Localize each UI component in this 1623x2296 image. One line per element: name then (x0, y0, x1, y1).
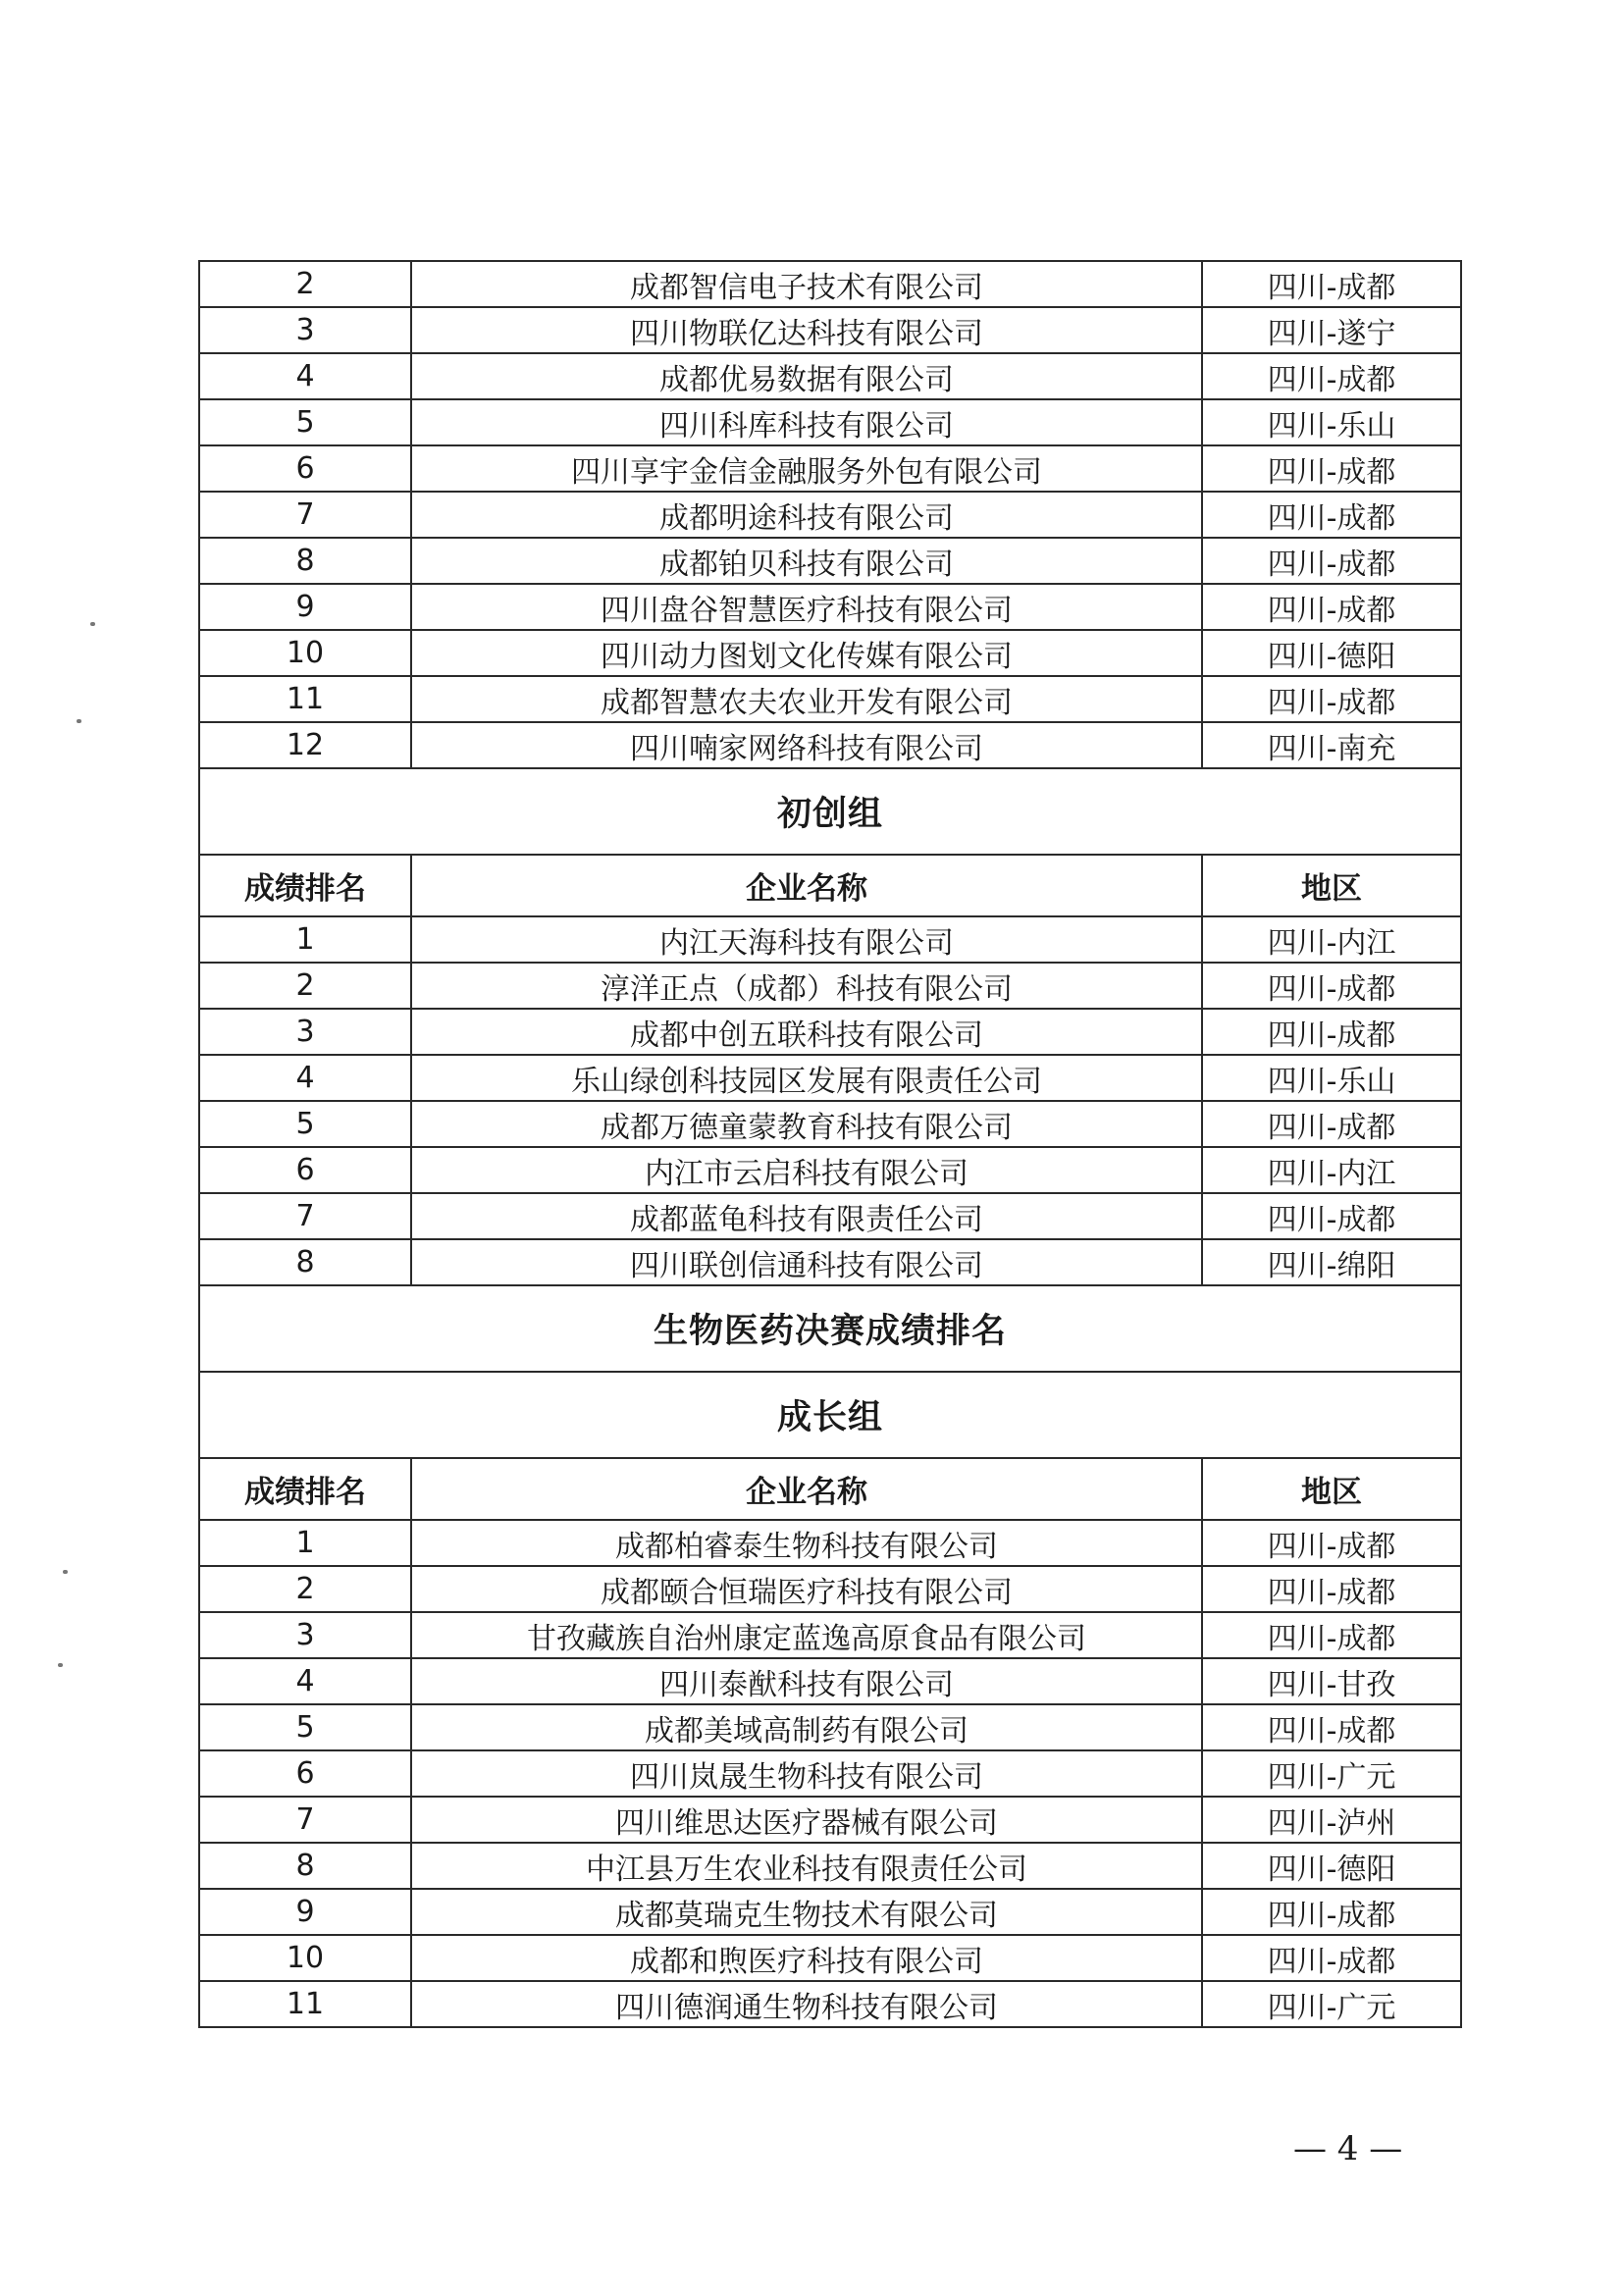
rank-cell: 8 (199, 1239, 411, 1285)
region-cell: 四川-成都 (1202, 492, 1461, 538)
table-row (199, 916, 1461, 963)
rank-cell: 8 (199, 538, 411, 584)
region-cell: 四川-德阳 (1202, 630, 1461, 676)
rank-cell: 7 (199, 1193, 411, 1239)
company-name-cell: 四川盘谷智慧医疗科技有限公司 (411, 584, 1202, 630)
scan-speck (58, 1663, 63, 1667)
rank-cell: 11 (199, 1981, 411, 2027)
section-title-row (199, 1372, 1461, 1458)
rank-cell: 8 (199, 1843, 411, 1889)
company-name-cell: 四川动力图划文化传媒有限公司 (411, 630, 1202, 676)
company-name-cell: 成都和煦医疗科技有限公司 (411, 1935, 1202, 1981)
company-name-cell: 成都莫瑞克生物技术有限公司 (411, 1889, 1202, 1935)
company-name-cell: 四川联创信通科技有限公司 (411, 1239, 1202, 1285)
rank-cell: 3 (199, 307, 411, 353)
scan-speck (77, 719, 81, 723)
table-row (199, 1239, 1461, 1285)
table-row (199, 1843, 1461, 1889)
table-row (199, 307, 1461, 353)
rank-cell: 5 (199, 1101, 411, 1147)
company-name-cell: 成都颐合恒瑞医疗科技有限公司 (411, 1566, 1202, 1612)
rank-cell: 2 (199, 1566, 411, 1612)
table-row (199, 1009, 1461, 1055)
company-name-cell: 甘孜藏族自治州康定蓝逸高原食品有限公司 (411, 1612, 1202, 1658)
company-name-cell: 成都明途科技有限公司 (411, 492, 1202, 538)
table-row (199, 1147, 1461, 1193)
rank-cell: 7 (199, 1797, 411, 1843)
region-cell: 四川-成都 (1202, 1101, 1461, 1147)
rank-cell: 1 (199, 916, 411, 963)
region-cell: 四川-广元 (1202, 1750, 1461, 1797)
header-region-cell: 地区 (1202, 1458, 1461, 1520)
rank-cell: 7 (199, 492, 411, 538)
table-row (199, 1101, 1461, 1147)
rank-cell: 6 (199, 1750, 411, 1797)
table-header-row (199, 1458, 1461, 1520)
region-cell: 四川-成都 (1202, 538, 1461, 584)
header-rank-cell: 成绩排名 (199, 855, 411, 916)
company-name-cell: 成都智慧农夫农业开发有限公司 (411, 676, 1202, 722)
rank-cell: 3 (199, 1009, 411, 1055)
rank-cell: 4 (199, 1055, 411, 1101)
header-rank-cell: 成绩排名 (199, 1458, 411, 1520)
table-row (199, 1658, 1461, 1704)
rank-cell: 11 (199, 676, 411, 722)
region-cell: 四川-乐山 (1202, 399, 1461, 445)
region-cell: 四川-南充 (1202, 722, 1461, 768)
table-header-row (199, 855, 1461, 916)
table-row (199, 353, 1461, 399)
company-name-cell: 四川享宇金信金融服务外包有限公司 (411, 445, 1202, 492)
company-name-cell: 中江县万生农业科技有限责任公司 (411, 1843, 1202, 1889)
rank-cell: 4 (199, 353, 411, 399)
page-number: — 4 — (1293, 2129, 1403, 2168)
table-row (199, 1566, 1461, 1612)
region-cell: 四川-绵阳 (1202, 1239, 1461, 1285)
table-row (199, 1704, 1461, 1750)
region-cell: 四川-乐山 (1202, 1055, 1461, 1101)
table-row (199, 584, 1461, 630)
header-company-name-cell: 企业名称 (411, 855, 1202, 916)
table-row (199, 1520, 1461, 1566)
header-company-name-cell: 企业名称 (411, 1458, 1202, 1520)
region-cell: 四川-成都 (1202, 1704, 1461, 1750)
company-name-cell: 四川岚晟生物科技有限公司 (411, 1750, 1202, 1797)
rank-cell: 10 (199, 1935, 411, 1981)
company-name-cell: 乐山绿创科技园区发展有限责任公司 (411, 1055, 1202, 1101)
rank-cell: 5 (199, 399, 411, 445)
region-cell: 四川-成都 (1202, 676, 1461, 722)
table-row (199, 963, 1461, 1009)
table-row (199, 1612, 1461, 1658)
region-cell: 四川-甘孜 (1202, 1658, 1461, 1704)
table-row (199, 722, 1461, 768)
scan-speck (90, 622, 95, 626)
header-region-cell: 地区 (1202, 855, 1461, 916)
table-row (199, 630, 1461, 676)
company-name-cell: 成都优易数据有限公司 (411, 353, 1202, 399)
company-name-cell: 成都铂贝科技有限公司 (411, 538, 1202, 584)
table-row (199, 1935, 1461, 1981)
rank-cell: 3 (199, 1612, 411, 1658)
region-cell: 四川-成都 (1202, 1520, 1461, 1566)
rank-cell: 5 (199, 1704, 411, 1750)
rank-cell: 1 (199, 1520, 411, 1566)
company-name-cell: 成都蓝龟科技有限责任公司 (411, 1193, 1202, 1239)
table-row (199, 1797, 1461, 1843)
rank-cell: 4 (199, 1658, 411, 1704)
table-row (199, 676, 1461, 722)
rank-cell: 9 (199, 1889, 411, 1935)
region-cell: 四川-成都 (1202, 1193, 1461, 1239)
rank-cell: 12 (199, 722, 411, 768)
company-name-cell: 成都美域高制药有限公司 (411, 1704, 1202, 1750)
company-name-cell: 内江天海科技有限公司 (411, 916, 1202, 963)
company-name-cell: 四川德润通生物科技有限公司 (411, 1981, 1202, 2027)
table-row (199, 1055, 1461, 1101)
region-cell: 四川-内江 (1202, 1147, 1461, 1193)
company-name-cell: 成都智信电子技术有限公司 (411, 261, 1202, 307)
table-row (199, 261, 1461, 307)
region-cell: 四川-成都 (1202, 1009, 1461, 1055)
table-row (199, 1750, 1461, 1797)
table-row (199, 1889, 1461, 1935)
rank-cell: 9 (199, 584, 411, 630)
region-cell: 四川-广元 (1202, 1981, 1461, 2027)
table-row (199, 1981, 1461, 2027)
section-title: 初创组 (199, 768, 1461, 855)
company-name-cell: 成都中创五联科技有限公司 (411, 1009, 1202, 1055)
company-name-cell: 成都万德童蒙教育科技有限公司 (411, 1101, 1202, 1147)
scan-speck (63, 1570, 68, 1574)
ranking-table (198, 260, 1462, 2028)
company-name-cell: 四川喃家网络科技有限公司 (411, 722, 1202, 768)
table-row (199, 1193, 1461, 1239)
rank-cell: 6 (199, 1147, 411, 1193)
region-cell: 四川-泸州 (1202, 1797, 1461, 1843)
rank-cell: 6 (199, 445, 411, 492)
company-name-cell: 四川物联亿达科技有限公司 (411, 307, 1202, 353)
region-cell: 四川-成都 (1202, 963, 1461, 1009)
table-row (199, 492, 1461, 538)
region-cell: 四川-成都 (1202, 584, 1461, 630)
table-row (199, 399, 1461, 445)
section-title: 生物医药决赛成绩排名 (199, 1285, 1461, 1372)
section-title-row (199, 768, 1461, 855)
rank-cell: 2 (199, 261, 411, 307)
company-name-cell: 淳洋正点（成都）科技有限公司 (411, 963, 1202, 1009)
company-name-cell: 成都柏睿泰生物科技有限公司 (411, 1520, 1202, 1566)
company-name-cell: 四川科库科技有限公司 (411, 399, 1202, 445)
table-row (199, 538, 1461, 584)
region-cell: 四川-内江 (1202, 916, 1461, 963)
rank-cell: 2 (199, 963, 411, 1009)
section-title-row (199, 1285, 1461, 1372)
company-name-cell: 四川维思达医疗器械有限公司 (411, 1797, 1202, 1843)
company-name-cell: 内江市云启科技有限公司 (411, 1147, 1202, 1193)
region-cell: 四川-成都 (1202, 261, 1461, 307)
region-cell: 四川-成都 (1202, 445, 1461, 492)
rank-cell: 10 (199, 630, 411, 676)
region-cell: 四川-遂宁 (1202, 307, 1461, 353)
region-cell: 四川-成都 (1202, 1935, 1461, 1981)
region-cell: 四川-成都 (1202, 1889, 1461, 1935)
region-cell: 四川-德阳 (1202, 1843, 1461, 1889)
region-cell: 四川-成都 (1202, 1612, 1461, 1658)
company-name-cell: 四川泰猷科技有限公司 (411, 1658, 1202, 1704)
region-cell: 四川-成都 (1202, 1566, 1461, 1612)
table-row (199, 445, 1461, 492)
region-cell: 四川-成都 (1202, 353, 1461, 399)
section-title: 成长组 (199, 1372, 1461, 1458)
